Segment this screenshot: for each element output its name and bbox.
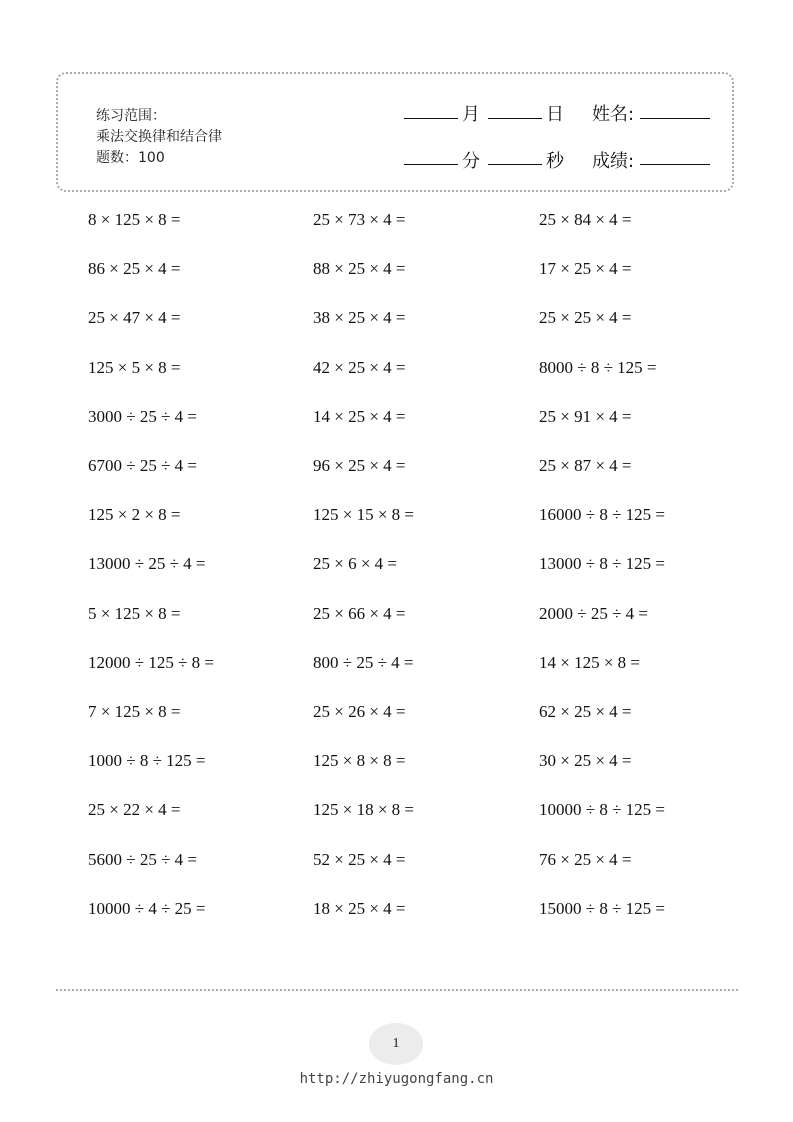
- problem-item: 8 × 125 × 8 =: [88, 210, 181, 229]
- problem-item: 88 × 25 × 4 =: [313, 259, 406, 279]
- problem-item: 25 × 47 × 4 =: [88, 308, 181, 328]
- problem-item: 38 × 25 × 4 =: [313, 308, 406, 328]
- problem-item: 7 × 125 × 8 =: [88, 702, 181, 721]
- problem-item: 2000 ÷ 25 ÷ 4 =: [539, 603, 648, 623]
- problem-item: 800 ÷ 25 ÷ 4 =: [313, 652, 414, 672]
- problem-item: 25 × 87 × 4 =: [539, 456, 632, 475]
- problem-item: 125 × 2 × 8 =: [88, 505, 181, 525]
- problem-count: 题数：100: [96, 150, 165, 166]
- footer-url: http://zhiyugongfang.cn: [299, 1071, 494, 1087]
- problem-item: 10000 ÷ 8 ÷ 125 =: [539, 800, 665, 820]
- score-label: 成绩:: [592, 151, 635, 172]
- problem-item: 18 × 25 × 4 =: [313, 898, 406, 918]
- name-blank[interactable]: [640, 118, 710, 119]
- problem-item: 125 × 8 × 8 =: [313, 751, 406, 771]
- problem-item: 16000 ÷ 8 ÷ 125 =: [539, 505, 665, 525]
- score-blank[interactable]: [640, 164, 710, 165]
- page-number: 1: [369, 1023, 423, 1065]
- problem-item: 96 × 25 × 4 =: [313, 456, 406, 475]
- worksheet-meta: [96, 106, 222, 169]
- day-label: 日: [546, 104, 564, 125]
- problem-item: 125 × 18 × 8 =: [313, 800, 415, 820]
- problem-item: 3000 ÷ 25 ÷ 4 =: [88, 406, 197, 426]
- problem-item: 125 × 5 × 8 =: [88, 357, 181, 377]
- minute-label: 分: [462, 151, 480, 172]
- problem-item: 76 × 25 × 4 =: [539, 849, 632, 869]
- month-label: 月: [462, 104, 480, 125]
- problem-item: 12000 ÷ 125 ÷ 8 =: [88, 652, 214, 672]
- problem-item: 25 × 91 × 4 =: [539, 406, 632, 426]
- problem-item: 5 × 125 × 8 =: [88, 603, 181, 623]
- minute-blank[interactable]: [404, 164, 458, 165]
- problem-item: 13000 ÷ 25 ÷ 4 =: [88, 554, 206, 574]
- problem-item: 25 × 25 × 4 =: [539, 308, 632, 328]
- problem-item: 30 × 25 × 4 =: [539, 751, 632, 771]
- range-label: 练习范围：: [96, 108, 166, 124]
- month-blank[interactable]: [404, 118, 458, 119]
- problem-item: 25 × 26 × 4 =: [313, 702, 406, 721]
- problem-item: 17 × 25 × 4 =: [539, 259, 632, 279]
- page-divider: [56, 989, 738, 991]
- problem-item: 5600 ÷ 25 ÷ 4 =: [88, 849, 197, 869]
- problem-item: 25 × 73 × 4 =: [313, 210, 406, 229]
- problem-item: 25 × 22 × 4 =: [88, 800, 181, 820]
- name-label: 姓名:: [592, 104, 635, 125]
- problem-item: 42 × 25 × 4 =: [313, 357, 406, 377]
- problem-item: 62 × 25 × 4 =: [539, 702, 632, 721]
- problem-item: 13000 ÷ 8 ÷ 125 =: [539, 554, 665, 574]
- problem-item: 86 × 25 × 4 =: [88, 259, 181, 279]
- problem-item: 25 × 6 × 4 =: [313, 554, 398, 574]
- worksheet-header: [56, 72, 734, 192]
- problem-item: 125 × 15 × 8 =: [313, 505, 415, 525]
- problem-item: 6700 ÷ 25 ÷ 4 =: [88, 456, 197, 475]
- problem-item: 10000 ÷ 4 ÷ 25 =: [88, 898, 206, 918]
- problem-item: 15000 ÷ 8 ÷ 125 =: [539, 898, 665, 918]
- day-blank[interactable]: [488, 118, 542, 119]
- problem-item: 14 × 25 × 4 =: [313, 406, 406, 426]
- problem-item: 8000 ÷ 8 ÷ 125 =: [539, 357, 657, 377]
- second-label: 秒: [546, 151, 564, 172]
- second-blank[interactable]: [488, 164, 542, 165]
- problem-item: 1000 ÷ 8 ÷ 125 =: [88, 751, 206, 771]
- problem-item: 25 × 66 × 4 =: [313, 603, 406, 623]
- problem-item: 52 × 25 × 4 =: [313, 849, 406, 869]
- problem-item: 14 × 125 × 8 =: [539, 652, 641, 672]
- range-value: 乘法交换律和结合律: [96, 129, 222, 145]
- problem-item: 25 × 84 × 4 =: [539, 210, 632, 229]
